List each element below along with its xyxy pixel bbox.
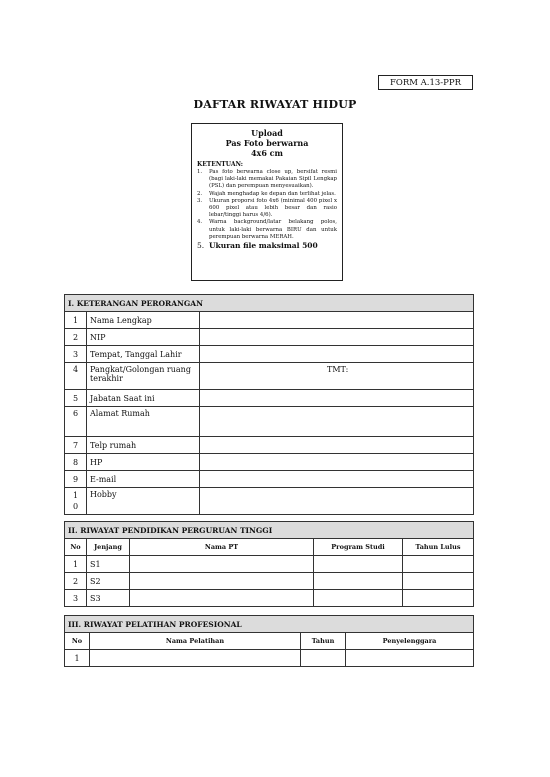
table-row: 1 S1 — [65, 556, 474, 573]
photo-rule: 1. Pas foto berwarna close up, bersifat resmi (bagi laki-laki memakai Pakaian Sipil Lengkap (PSL) dan perempuan menyesuaikan). — [197, 169, 337, 190]
jabatan-field[interactable] — [200, 390, 474, 407]
table-row: 1 0 Hobby — [65, 488, 474, 515]
table-row: 2 S2 — [65, 573, 474, 590]
col-header: No — [65, 539, 87, 556]
ketentuan-label: KETENTUAN: — [197, 161, 243, 168]
hp-field[interactable] — [200, 454, 474, 471]
col-header: Nama PT — [130, 539, 314, 556]
col-header: Program Studi — [314, 539, 403, 556]
table-row: 7 Telp rumah — [65, 437, 474, 454]
email-field[interactable] — [200, 471, 474, 488]
photo-size-label: 4x6 cm — [250, 148, 284, 158]
table-row: 2 NIP — [65, 329, 474, 346]
photo-rule: 2. Wajah menghadap ke depan dan terlihat jelas. — [197, 190, 336, 197]
section-header: I. KETERANGAN PERORANGAN — [65, 295, 474, 312]
col-header: Tahun — [301, 633, 346, 650]
education-table — [64, 521, 474, 607]
table-row: 3 Tempat, Tanggal Lahir — [65, 346, 474, 363]
tmt-field[interactable]: TMT: — [200, 363, 474, 390]
alamat-field[interactable] — [200, 407, 474, 437]
table-row: 3 S3 — [65, 590, 474, 607]
training-table — [64, 615, 474, 667]
photo-upload-box[interactable] — [191, 123, 343, 281]
col-header: Penyelenggara — [346, 633, 474, 650]
table-row: 9 E-mail — [65, 471, 474, 488]
table-row: 1 — [65, 650, 474, 667]
table-row: 1 Nama Lengkap — [65, 312, 474, 329]
table-row: 8 HP — [65, 454, 474, 471]
photo-upload-label: Upload — [251, 128, 283, 138]
photo-rule: 3. Ukuran proporsi foto 4x6 (minimal 400 pixel x 600 pixel atau lebih besar dan rasio lebar/tinggi harus 4/6). — [197, 197, 337, 219]
col-header: Jenjang — [87, 539, 130, 556]
nip-field[interactable] — [200, 329, 474, 346]
table-row: 6 Alamat Rumah — [65, 407, 474, 437]
col-header: No — [65, 633, 90, 650]
hobby-field[interactable] — [200, 488, 474, 515]
col-header: Nama Pelatihan — [90, 633, 301, 650]
page-title: DAFTAR RIWAYAT HIDUP — [193, 98, 357, 111]
photo-type-label: Pas Foto berwarna — [225, 138, 309, 148]
col-header: Tahun Lulus — [403, 539, 474, 556]
personal-info-table — [64, 294, 474, 515]
table-row: 4 Pangkat/Golongan ruang terakhir TMT: — [65, 363, 474, 390]
photo-rule: 4. Warna background/latar belakang polos, untuk laki-laki berwarna BIRU dan untuk perempuan berwarna MERAH. — [197, 219, 337, 240]
section-header: II. RIWAYAT PENDIDIKAN PERGURUAN TINGGI — [65, 522, 474, 539]
form-code: FORM A.13-PPR — [378, 75, 473, 90]
nama-lengkap-field[interactable] — [200, 312, 474, 329]
section-header: III. RIWAYAT PELATIHAN PROFESIONAL — [65, 616, 474, 633]
table-row: 5 Jabatan Saat ini — [65, 390, 474, 407]
photo-rule: 5. Ukuran file maksimal 500 — [197, 241, 318, 251]
ttl-field[interactable] — [200, 346, 474, 363]
telp-field[interactable] — [200, 437, 474, 454]
